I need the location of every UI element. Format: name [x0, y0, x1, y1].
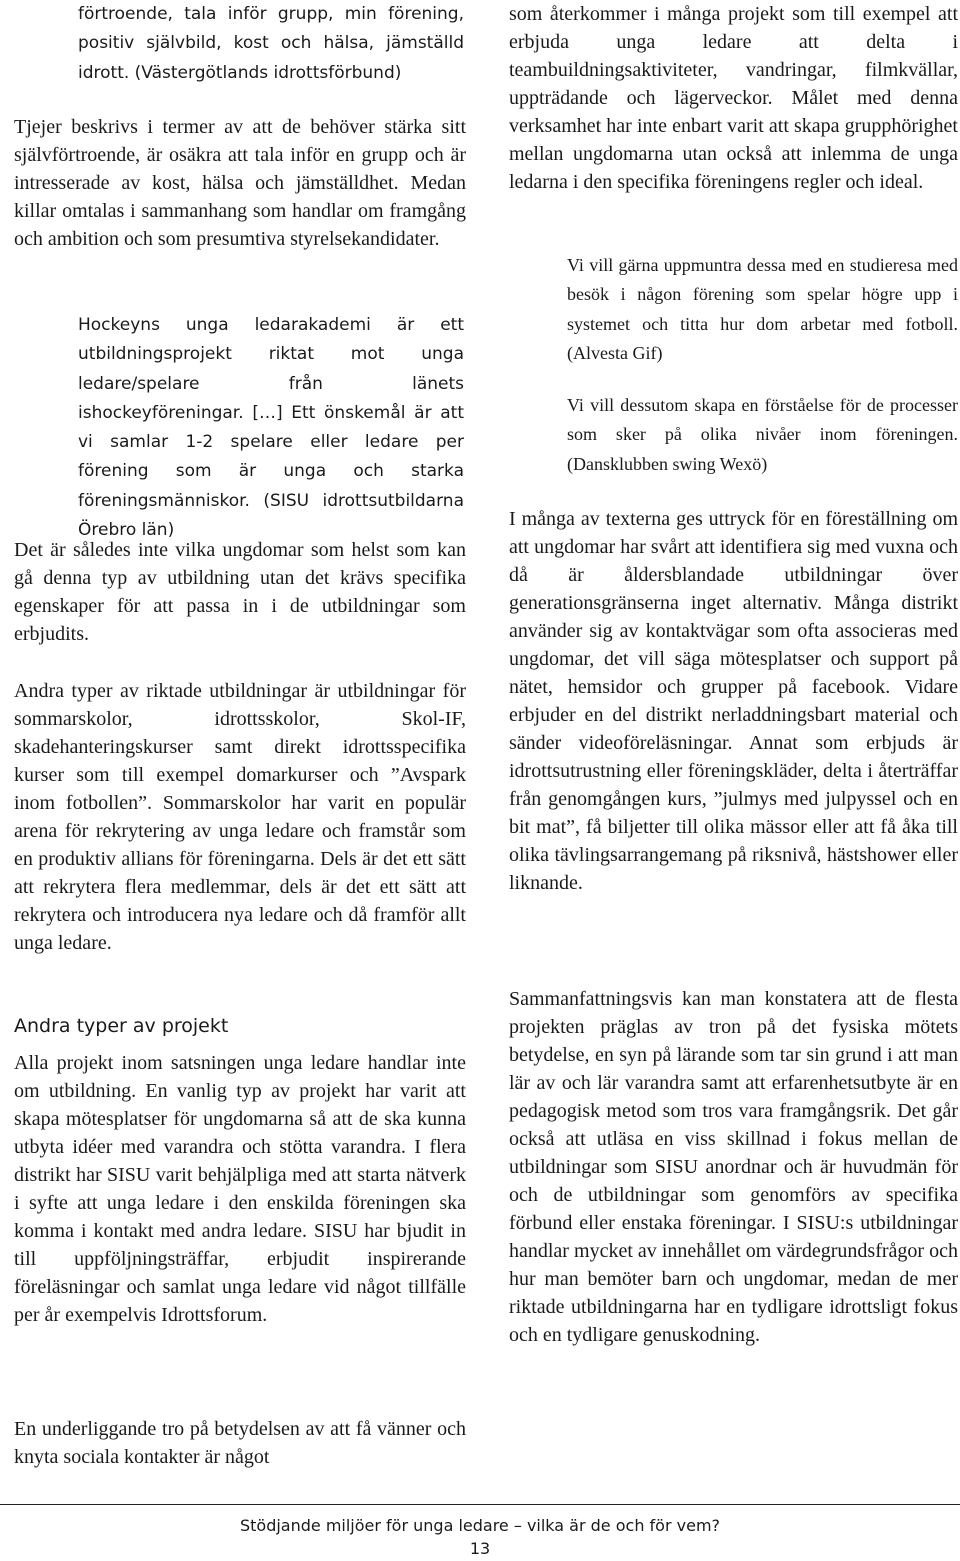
- body-paragraph: Alla projekt inom satsningen unga ledare handlar inte om utbildning. En vanlig typ av projekt har varit att skapa mötesplatser för ungdomarna så att de ska kunna utbyta idéer med varandra och stötta varandra. I flera distrikt har SISU varit behjälpliga med att starta nätverk i syfte att unga ledare i den enskilda föreningen ska komma i kontakt med andra ledare. SISU har bjudit in till uppföljningsträffar, erbjudit inspirerande föreläsningar och samlat unga ledare vid något tillfälle per år exempelvis Idrottsforum.: [14, 1052, 466, 1326]
- page-number: 13: [469, 1539, 491, 1558]
- block-quote-continued: förtroende, tala inför grupp, min förening, positiv självbild, kost och hälsa, jämställd idrott. (Västergötlands idrottsförbund): [78, 4, 464, 83]
- block-quote: Hockeyns unga ledarakademi är ett utbildningsprojekt riktat mot unga ledare/spelare från länets ishockeyföreningar. […] Ett önskemål är att vi samlar 1-2 spelare eller ledare per förening som är unga och starka föreningsmänniskor. (SISU idrottsutbildarna Örebro län): [78, 315, 464, 541]
- body-paragraph: som återkommer i många projekt som till exempel att erbjuda unga ledare att delta i teambuildningsaktiviteter, vandringar, filmkvällar, uppträdande och lägerveckor. Målet med denna verksamhet har inte enbart varit att skapa grupphörighet mellan ungdomarna utan också att inlemma de unga ledarna i den specifika föreningens regler och ideal.: [509, 3, 958, 193]
- body-paragraph: En underliggande tro på betydelsen av att få vänner och knyta sociala kontakter är något: [14, 1418, 466, 1468]
- body-paragraph: Det är således inte vilka ungdomar som helst som kan gå denna typ av utbildning utan det krävs specifika egenskaper för att passa in i de utbildningar som erbjudits.: [14, 539, 466, 645]
- body-paragraph: Sammanfattningsvis kan man konstatera att de flesta projekten präglas av tron på det fysiska mötets betydelse, en syn på lärande som tar sin grund i att man lär av och lär varandra samt att erfarenhetsutbyte är en pedagogisk metod som tros vara framgångsrik. Det går också att utläsa en viss skillnad i fokus mellan de utbildningar som SISU anordnar och är huvudmän för och de utbildningar som genomförs av specifika förbund eller enstaka föreningar. I SISU:s utbildningar handlar mycket av innehållet om värdegrundsfrågor och hur man bemöter barn och ungdomar, medan de mer riktade utbildningarna har en tydligare idrottsligt fokus och en tydligare genuskodning.: [509, 988, 958, 1346]
- body-paragraph: Tjejer beskrivs i termer av att de behöver stärka sitt självförtroende, är osäkra att tala inför en grupp och är intresserade av kost, hälsa och jämställdhet. Medan killar omtalas i sammanhang som handlar om framgång och ambition och som presumtiva styrelsekandidater.: [14, 116, 466, 250]
- body-paragraph: I många av texterna ges uttryck för en föreställning om att ungdomar har svårt att identifiera sig med vuxna och då är åldersblandade utbildningar över generationsgränserna inget alternativ. Många distrikt använder sig av kontaktvägar som ofta associeras med ungdomar, det vill säga mötesplatser och support på nätet, hemsidor och grupper på facebook. Vidare erbjuder en del distrikt nerladdningsbart material och sänder videoföreläsningar. Annat som erbjuds är idrottsutrustning eller föreningskläder, delta i återträffar från genomgången kurs, ”julmys med julpyssel och en bit mat”, få biljetter till olika mässor eller att få åka till olika tävlingsarrangemang på riksnivå, hästshower eller liknande.: [509, 508, 958, 894]
- footer-title: Stödjande miljöer för unga ledare – vilka är de och för vem?: [239, 1516, 721, 1535]
- block-quote: Vi vill dessutom skapa en förståelse för de processer som sker på olika nivåer inom föreningen. (Dansklubben swing Wexö): [567, 395, 958, 474]
- body-paragraph: Andra typer av riktade utbildningar är utbildningar för sommarskolor, idrottsskolor, Skol-IF, skadehanteringskurser samt direkt idrottsspecifika kurser som till exempel domarkurser och ”Avspark inom fotbollen”. Sommarskolor har varit en populär arena för rekrytering av unga ledare och framstår som en produktiv allians för föreningarna. Dels är det ett sätt att rekrytera flera medlemmar, dels är det ett sätt att rekrytera och introducera nya ledare och då framför allt unga ledare.: [14, 680, 466, 954]
- footer-divider: [0, 1504, 960, 1505]
- section-heading: Andra typer av projekt: [14, 1015, 229, 1037]
- block-quote: Vi vill gärna uppmuntra dessa med en studieresa med besök i någon förening som spelar högre upp i systemet och titta hur dom arbetar med fotboll. (Alvesta Gif): [567, 255, 958, 363]
